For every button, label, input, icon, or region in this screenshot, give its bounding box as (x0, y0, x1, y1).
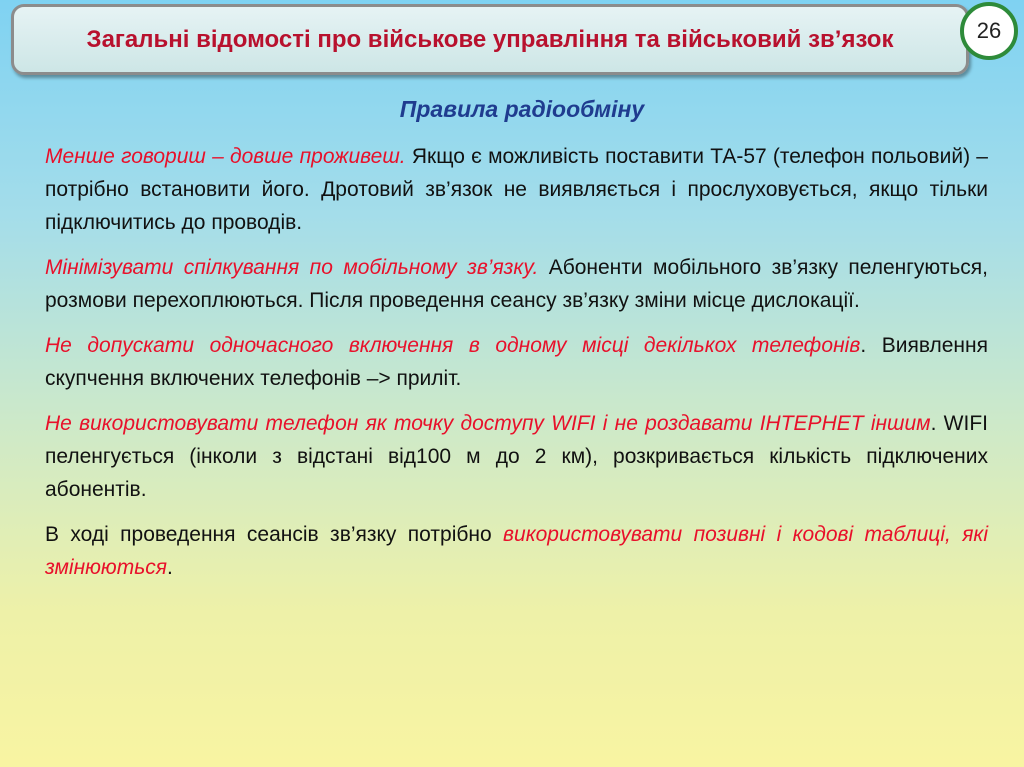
section-subtitle: Правила радіообміну (399, 96, 645, 122)
rule-highlight: Менше говориш – довше проживеш. (45, 145, 406, 168)
rule-highlight: використовувати позивні і кодові таблиці, які змінюються (45, 523, 988, 579)
rule-text: . (166, 556, 173, 579)
paragraph-1 (45, 140, 988, 239)
paragraph-4 (45, 407, 988, 506)
page-number: 26 (976, 18, 1002, 43)
rule-prefix: В ході проведення сеансів зв’язку потрібно (45, 523, 504, 546)
page-number-badge (960, 2, 1018, 60)
rule-highlight: Не допускати одночасного включення в одному місці декількох телефонів (45, 334, 861, 357)
rule-text: Абоненти мобільного зв’язку пеленгуються, розмови перехоплюються. Після проведення сеансу зв’язку зміни місце дислокації. (45, 256, 988, 312)
title-box (11, 4, 969, 75)
paragraph-5 (45, 518, 988, 584)
rule-text: . WIFI пеленгується (інколи з відстані від100 м до 2 км), розкривається кількість підключених абонентів. (45, 412, 988, 501)
rule-text: Якщо є можливість поставити ТА-57 (телефон польовий) – потрібно встановити його. Дротовий зв’язок не виявляється і прослуховується, якщо тільки підключитись до проводів. (45, 145, 988, 234)
rule-text: . Виявлення скупчення включених телефонів –> приліт. (45, 334, 988, 390)
slide-title: Загальні відомості про військове управління та військовий зв’язок (86, 25, 894, 53)
paragraph-2 (45, 251, 988, 317)
paragraph-3 (45, 329, 988, 395)
content-body (45, 140, 988, 596)
rule-highlight: Не використовувати телефон як точку доступу WIFI і не роздавати ІНТЕРНЕТ іншим (45, 412, 931, 435)
rule-highlight: Мінімізувати спілкування по мобільному зв’язку. (45, 256, 539, 279)
